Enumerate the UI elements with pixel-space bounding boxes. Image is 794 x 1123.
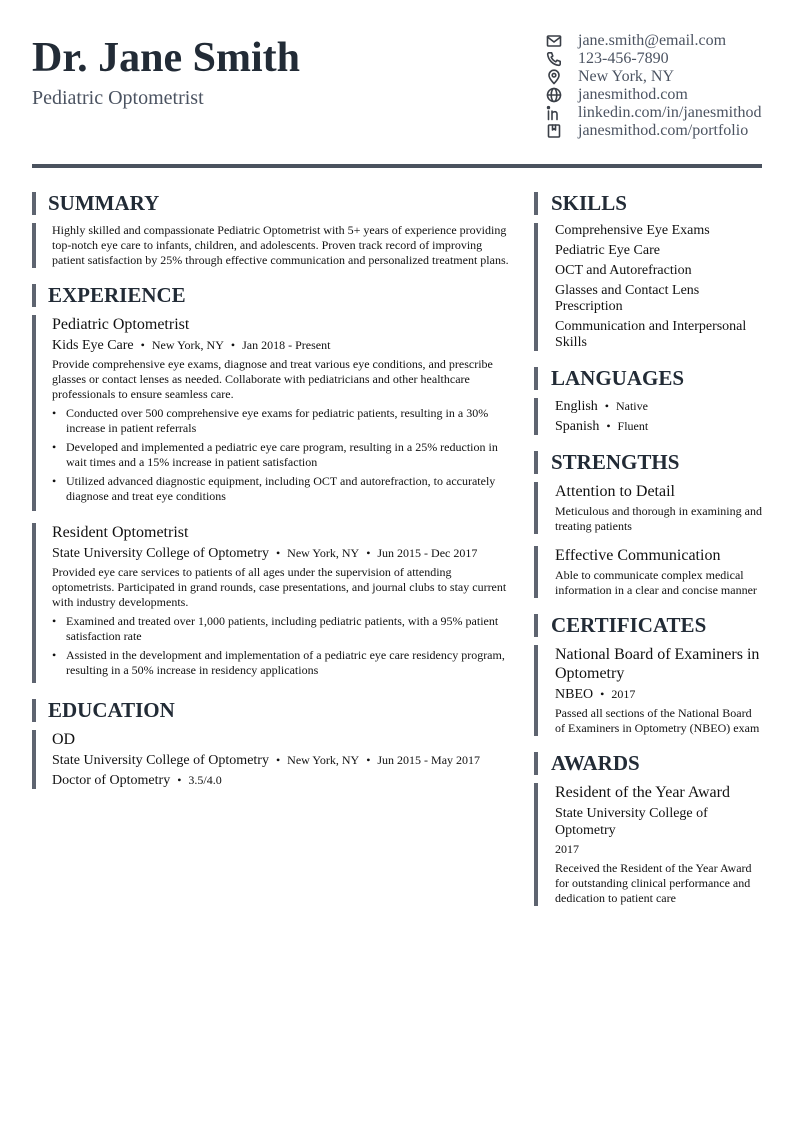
- phone-icon: [545, 50, 563, 68]
- award-item: [534, 783, 762, 906]
- school-name: State University College of Optometry: [52, 753, 269, 768]
- strengths-heading: STRENGTHS: [534, 451, 762, 474]
- achievement-item: • Examined and treated over 1,000 patients, including pediatric patients, with a 95% patient satisfaction rate: [52, 614, 510, 644]
- resume-page: [32, 0, 762, 905]
- certificate-text: Passed all sections of the National Board of Examiners in Optometry (NBEO) exam: [555, 706, 760, 735]
- award-text: Received the Resident of the Year Award for outstanding clinical performance and dedication to patient care: [555, 861, 752, 905]
- awards-heading: AWARDS: [534, 752, 762, 775]
- education-item: [32, 730, 510, 789]
- location-text: New York, NY: [578, 68, 675, 85]
- job-org: State University College of Optometry: [52, 546, 269, 561]
- languages-heading: LANGUAGES: [534, 367, 762, 390]
- email-text: jane.smith@email.com: [578, 32, 727, 49]
- candidate-name: Dr. Jane Smith: [32, 35, 300, 81]
- linkedin-text: linkedin.com/in/janesmithod: [578, 104, 762, 121]
- strength-item: [534, 546, 762, 598]
- job-org-line: [52, 545, 510, 562]
- award-org: State University College of Optometry: [555, 806, 708, 838]
- achievement-item: • Developed and implemented a pediatric eye care program, resulting in a 25% reduction in wait times and a 15% increase in patient satisfaction: [52, 440, 510, 470]
- certificate-year: 2017: [611, 687, 636, 701]
- education-dates: Jun 2015 - May 2017: [377, 753, 481, 767]
- globe-icon: [545, 86, 563, 104]
- summary-heading: SUMMARY: [32, 192, 510, 215]
- separator-dot: •: [600, 687, 605, 701]
- job-location: New York, NY: [287, 546, 360, 560]
- certificate-issuer: NBEO: [555, 687, 594, 702]
- contact-phone[interactable]: [545, 50, 775, 68]
- envelope-icon: [545, 32, 563, 50]
- bookmark-icon: [545, 122, 563, 140]
- skill-item: Communication and Interpersonal Skills: [555, 319, 747, 350]
- website-text: janesmithod.com: [578, 86, 688, 103]
- side-column: [534, 192, 762, 906]
- job-role: Pediatric Optometrist: [52, 316, 190, 333]
- separator-dot: •: [230, 338, 236, 352]
- job-achievements: [52, 406, 510, 504]
- language-level: Native: [615, 399, 648, 413]
- contact-portfolio[interactable]: [545, 122, 775, 140]
- job-org-line: [52, 337, 510, 354]
- job-description: Provide comprehensive eye exams, diagnose and treat various eye conditions, and prescribe glasses or contact lenses as needed. Collaborate with pediatricians and other healthcare professionals to ensure seamless care.: [52, 357, 493, 401]
- skill-item: Comprehensive Eye Exams: [555, 223, 710, 238]
- education-heading: EDUCATION: [32, 699, 510, 722]
- summary-text: Highly skilled and compassionate Pediatric Optometrist with 5+ years of experience providing top-notch eye care to infants, children, and adolescents. Proven track record of improving patient satisfaction by 25% through effective communication and personalized treatment plans.: [52, 223, 509, 267]
- skills-heading: SKILLS: [534, 192, 762, 215]
- experience-item: [32, 315, 510, 511]
- strength-item: [534, 482, 762, 534]
- contact-email[interactable]: [545, 32, 775, 50]
- contact-website[interactable]: [545, 86, 775, 104]
- language-name: English: [555, 399, 598, 414]
- award-year: 2017: [555, 842, 579, 856]
- language-level: Fluent: [617, 419, 649, 433]
- strength-text: Able to communicate complex medical information in a clear and concise manner: [555, 568, 757, 597]
- main-column: [32, 192, 510, 792]
- phone-text: 123-456-7890: [578, 50, 669, 67]
- separator-dot: •: [177, 773, 182, 787]
- strength-text: Meticulous and thorough in examining and treating patients: [555, 504, 762, 533]
- languages-section: [534, 398, 762, 435]
- skill-item: Pediatric Eye Care: [555, 243, 660, 258]
- field-of-study: Doctor of Optometry: [52, 773, 171, 788]
- separator-dot: •: [366, 753, 371, 767]
- separator-dot: •: [140, 338, 145, 352]
- contact-list: [545, 32, 775, 140]
- achievement-item: • Assisted in the development and implementation of a pediatric eye care residency program, resulting in a 50% increase in residency applications: [52, 648, 510, 678]
- strength-title: Attention to Detail: [555, 483, 675, 500]
- skills-section: [534, 223, 762, 351]
- job-role: Resident Optometrist: [52, 524, 189, 541]
- language-name: Spanish: [555, 419, 600, 434]
- job-description: Provided eye care services to patients of all ages under the supervision of attending optometrists. Participated in grand rounds, case presentations, and journal clubs to stay current with industry developments.: [52, 565, 507, 609]
- award-title: Resident of the Year Award: [555, 784, 730, 801]
- job-location: New York, NY: [151, 338, 224, 352]
- portfolio-text: janesmithod.com/portfolio: [578, 122, 749, 139]
- summary-section: [32, 223, 510, 268]
- separator-dot: •: [604, 399, 609, 413]
- skill-item: OCT and Autorefraction: [555, 263, 692, 278]
- separator-dot: •: [366, 546, 371, 560]
- strength-title: Effective Communication: [555, 547, 721, 564]
- experience-item: [32, 523, 510, 683]
- separator-dot: •: [275, 753, 281, 767]
- achievement-item: • Conducted over 500 comprehensive eye exams for pediatric patients, resulting in a 30% increase in patient referrals: [52, 406, 510, 436]
- certificate-title: National Board of Examiners in Optometry: [555, 646, 760, 682]
- separator-dot: •: [275, 546, 281, 560]
- experience-heading: EXPERIENCE: [32, 284, 510, 307]
- header-divider: [32, 164, 762, 168]
- skill-item: Glasses and Contact Lens Prescription: [555, 283, 700, 314]
- gpa: 3.5/4.0: [188, 773, 222, 787]
- achievement-item: • Utilized advanced diagnostic equipment, including OCT and autorefraction, to accurately diagnose and treat eye conditions: [52, 474, 510, 504]
- linkedin-icon: [545, 104, 563, 122]
- job-achievements: [52, 614, 510, 678]
- separator-dot: •: [606, 419, 611, 433]
- job-dates: Jun 2015 - Dec 2017: [377, 546, 478, 560]
- language-item: [555, 398, 762, 415]
- certificate-issuer-line: [555, 686, 762, 703]
- candidate-title: Pediatric Optometrist: [32, 87, 204, 109]
- contact-location: [545, 68, 775, 86]
- certificates-heading: CERTIFICATES: [534, 614, 762, 637]
- degree: OD: [52, 731, 76, 748]
- job-org: Kids Eye Care: [52, 338, 134, 353]
- field-line: [52, 772, 510, 789]
- job-dates: Jan 2018 - Present: [242, 338, 331, 352]
- language-item: [555, 418, 762, 435]
- contact-linkedin[interactable]: [545, 104, 775, 122]
- school-location: New York, NY: [287, 753, 360, 767]
- certificate-item: [534, 645, 762, 736]
- resume-header: [32, 0, 762, 168]
- school-line: [52, 752, 510, 769]
- map-pin-icon: [545, 68, 563, 86]
